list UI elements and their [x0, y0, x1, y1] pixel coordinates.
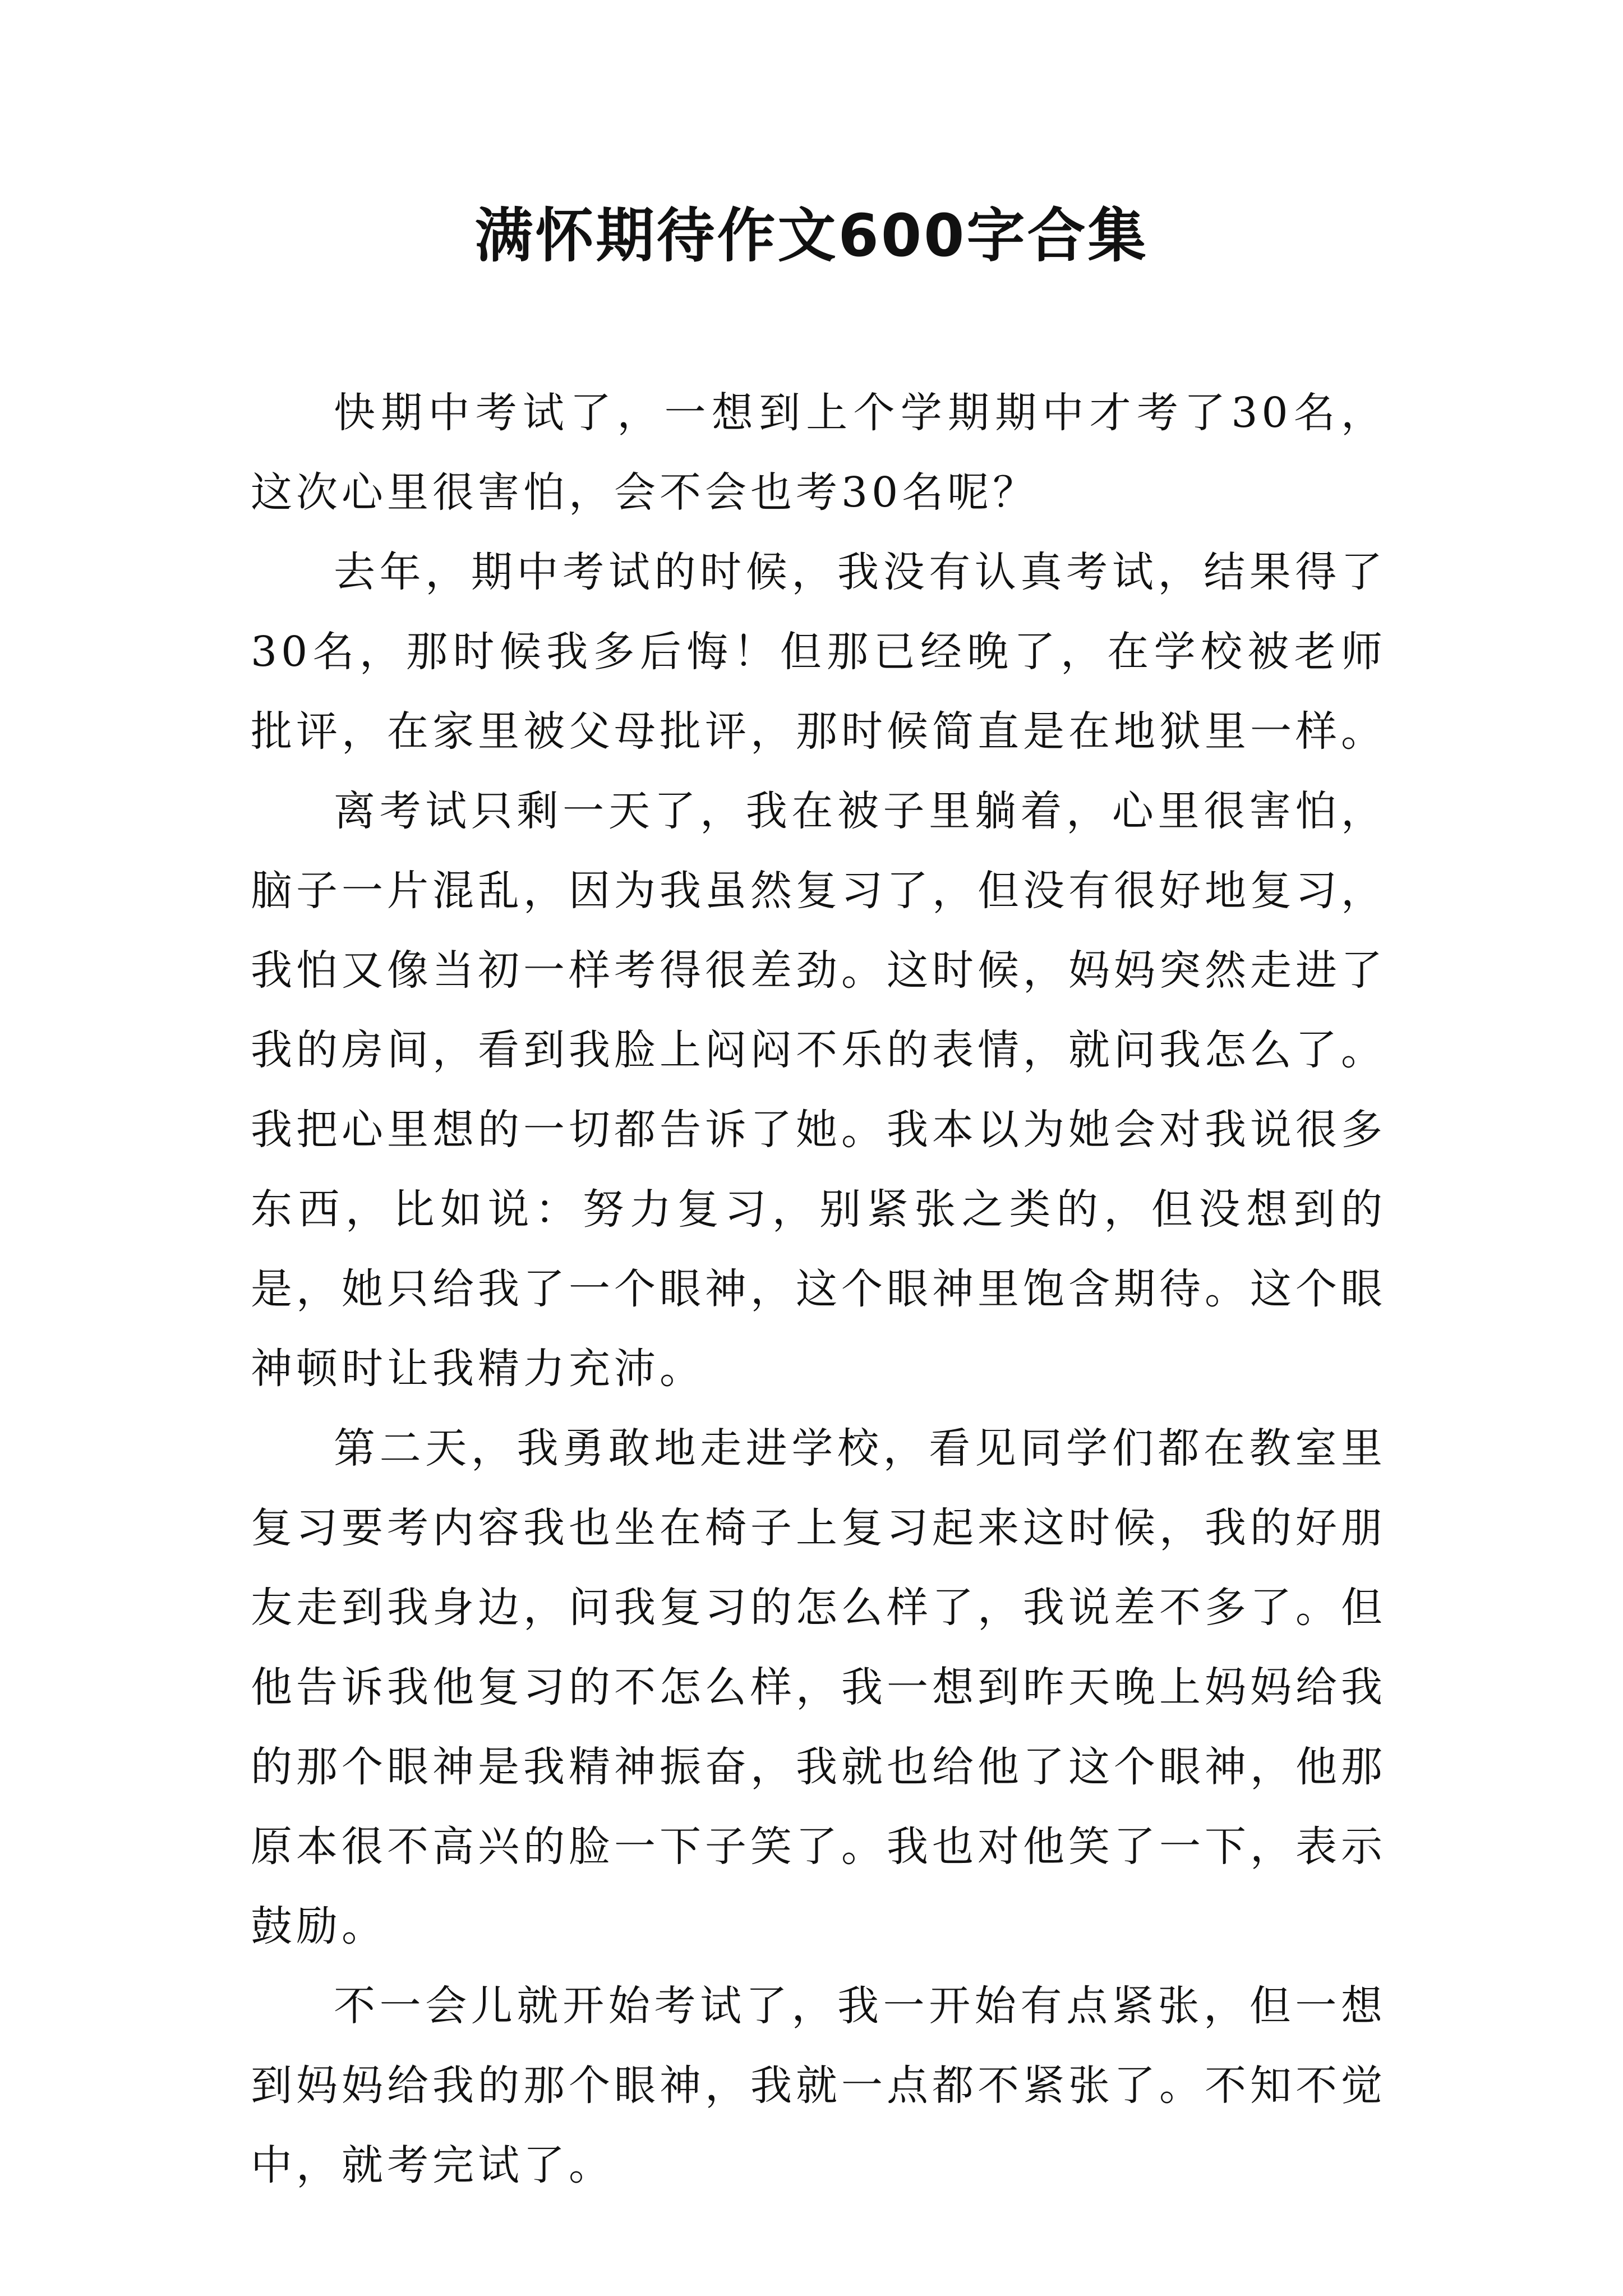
document-title: 满怀期待作文600字合集 [474, 201, 1149, 270]
paragraph-5: 不一会儿就开始考试了，我一开始有点紧张，但一想到妈妈给我的那个眼神，我就一点都不紧张了。不知不觉中，就考完试了。 [251, 1982, 1386, 2189]
document-body [251, 373, 1386, 2205]
paragraph-3: 离考试只剩一天了，我在被子里躺着，心里很害怕，脑子一片混乱，因为我虽然复习了，但没有很好地复习，我怕又像当初一样考得很差劲。这时候，妈妈突然走进了我的房间，看到我脸上闷闷不乐的表情，就问我怎么了。我把心里想的一切都告诉了她。我本以为她会对我说很多东西，比如说：努力复习，别紧张之类的，但没想到的是，她只给我了一个眼神，这个眼神里饱含期待。这个眼神顿时让我精力充沛。 [251, 787, 1386, 1393]
paragraph-4: 第二天，我勇敢地走进学校，看见同学们都在教室里复习要考内容我也坐在椅子上复习起来这时候，我的好朋友走到我身边，问我复习的怎么样了，我说差不多了。但他告诉我他复习的不怎么样，我一想到昨天晚上妈妈给我的那个眼神是我精神振奋，我就也给他了这个眼神，他那原本很不高兴的脸一下子笑了。我也对他笑了一下，表示鼓励。 [251, 1424, 1386, 1950]
paragraph-2: 去年，期中考试的时候，我没有认真考试，结果得了30名，那时候我多后悔！但那已经晚了，在学校被老师批评，在家里被父母批评，那时候简直是在地狱里一样。 [251, 548, 1386, 756]
paragraph-1: 快期中考试了，一想到上个学期期中才考了30名，这次心里很害怕，会不会也考30名呢？ [251, 389, 1386, 517]
